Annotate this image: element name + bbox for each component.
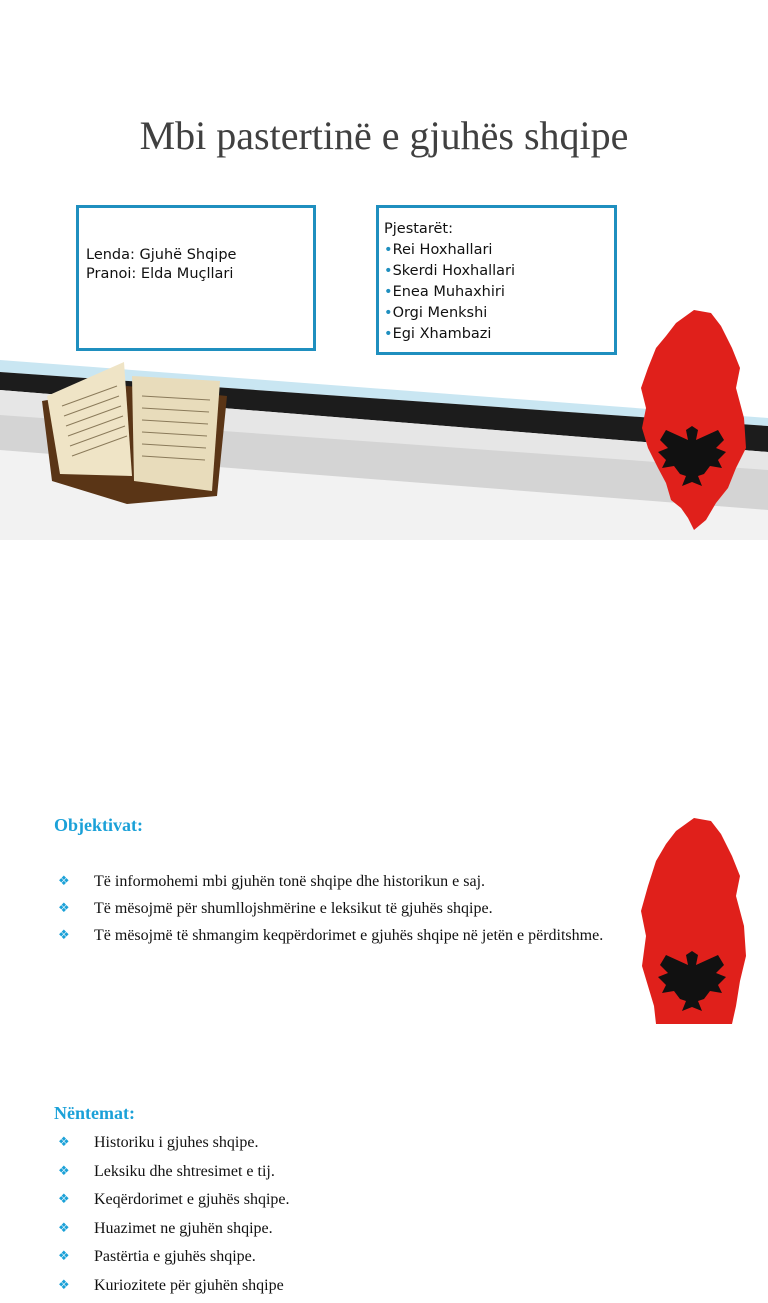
reviewer-text: Pranoi: Elda Muçllari <box>86 265 313 284</box>
diamond-bullet-icon: ❖ <box>58 1246 70 1268</box>
list-item: ❖ Keqërdorimet e gjuhës shqipe. <box>58 1189 290 1218</box>
diamond-bullet-icon: ❖ <box>58 1189 70 1211</box>
list-item: ❖ Të informohemi mbi gjuhën tonë shqipe dhe historikun e saj. <box>58 870 628 894</box>
member-item: •Skerdi Hoxhallari <box>384 261 614 282</box>
list-item: ❖ Pastërtia e gjuhës shqipe. <box>58 1246 290 1275</box>
list-item: ❖ Të mësojmë të shmangim keqpërdorimet e gjuhës shqipe në jetën e përditshme. <box>58 924 628 948</box>
diamond-bullet-icon: ❖ <box>58 870 70 894</box>
subject-text: Lenda: Gjuhë Shqipe <box>86 246 313 265</box>
book-image <box>32 356 232 506</box>
subtopics-heading: Nëntemat: <box>54 1103 135 1124</box>
diamond-bullet-icon: ❖ <box>58 1218 70 1240</box>
diamond-bullet-icon: ❖ <box>58 1161 70 1183</box>
subtopics-list <box>58 1132 290 1303</box>
diamond-bullet-icon: ❖ <box>58 924 70 948</box>
member-item: •Enea Muhaxhiri <box>384 282 614 303</box>
objectives-list <box>58 870 628 951</box>
list-item: ❖ Huazimet ne gjuhën shqipe. <box>58 1218 290 1247</box>
members-box <box>376 205 617 355</box>
dot-bullet-icon: • <box>384 305 393 321</box>
dot-bullet-icon: • <box>384 242 393 258</box>
list-item: ❖ Kuriozitete për gjuhën shqipe <box>58 1275 290 1303</box>
dot-bullet-icon: • <box>384 263 393 279</box>
member-item: •Rei Hoxhallari <box>384 240 614 261</box>
dot-bullet-icon: • <box>384 284 393 300</box>
info-box <box>76 205 316 351</box>
diamond-bullet-icon: ❖ <box>58 897 70 921</box>
members-heading: Pjestarët: <box>384 219 614 240</box>
objectives-heading: Objektivat: <box>54 815 143 836</box>
dot-bullet-icon: • <box>384 326 393 342</box>
slide-title <box>0 0 768 540</box>
diamond-bullet-icon: ❖ <box>58 1275 70 1297</box>
albania-map-icon <box>636 308 748 533</box>
slide-title-text: Mbi pastertinë e gjuhës shqipe <box>0 112 768 159</box>
member-item: •Egi Xhambazi <box>384 324 614 345</box>
albania-map-icon <box>636 816 748 1024</box>
diamond-bullet-icon: ❖ <box>58 1132 70 1154</box>
list-item: ❖ Të mësojmë për shumllojshmërine e leksikut të gjuhës shqipe. <box>58 897 628 921</box>
list-item: ❖ Historiku i gjuhes shqipe. <box>58 1132 290 1161</box>
member-item: •Orgi Menkshi <box>384 303 614 324</box>
list-item: ❖ Leksiku dhe shtresimet e tij. <box>58 1161 290 1190</box>
